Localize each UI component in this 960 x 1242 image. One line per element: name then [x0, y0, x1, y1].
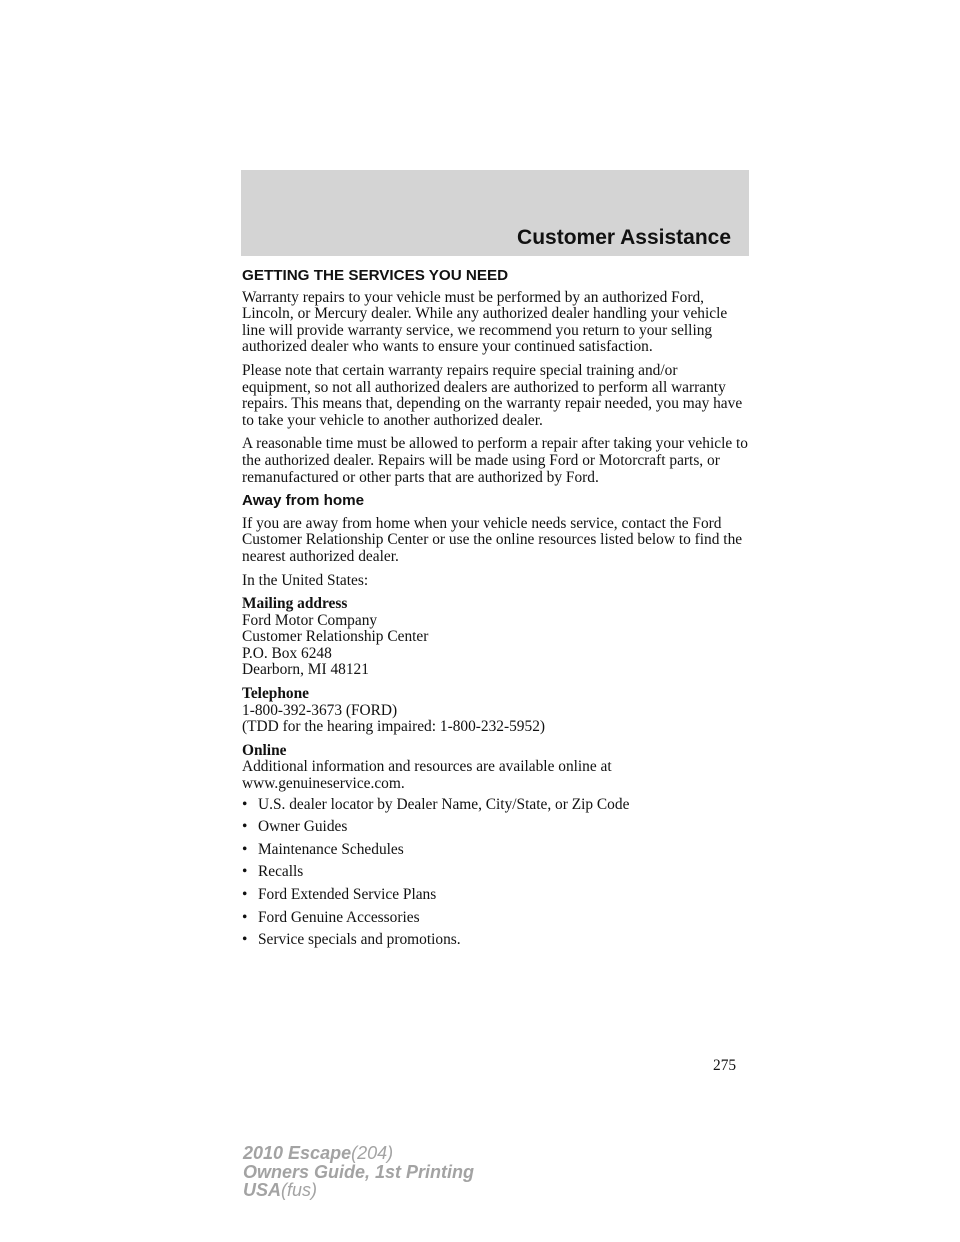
online-line: Additional information and resources are available online at	[242, 758, 612, 776]
print-footer	[243, 1144, 474, 1200]
section-header-band	[241, 170, 749, 256]
bullet-icon: •	[242, 886, 248, 903]
mailing-line: Dearborn, MI 48121	[242, 661, 369, 679]
away-intro: If you are away from home when your vehicle needs service, contact the Ford Customer Relationship Center or use the online resources listed below to find the nearest authorized dealer.	[242, 514, 743, 565]
telephone-block	[242, 686, 750, 736]
country-label: In the United States:	[242, 571, 369, 589]
mailing-address-label: Mailing address	[242, 595, 348, 613]
mailing-line: Ford Motor Company	[242, 611, 378, 629]
online-label: Online	[242, 741, 287, 759]
mailing-address-block	[242, 596, 750, 679]
list-item: • Maintenance Schedules	[242, 840, 404, 858]
list-item: • Owner Guides	[242, 818, 348, 836]
footer-guide: Owners Guide, 1st Printing	[243, 1161, 475, 1182]
away-from-home-heading: Away from home	[242, 492, 365, 510]
telephone-line: 1-800-392-3673 (FORD)	[242, 701, 398, 719]
page-number: 275	[713, 1057, 737, 1074]
bullet-icon: •	[242, 863, 248, 881]
telephone-line: (TDD for the hearing impaired: 1-800-232-5952)	[242, 718, 546, 736]
bullet-icon: •	[242, 818, 248, 836]
list-item: • Recalls	[242, 863, 304, 881]
footer-market-code: (fus)	[281, 1180, 318, 1200]
mailing-line: Customer Relationship Center	[242, 628, 429, 646]
online-resources-list	[242, 797, 750, 949]
mailing-line: P.O. Box 6248	[242, 644, 332, 662]
bullet-icon: •	[242, 795, 248, 813]
list-item: • U.S. dealer locator by Dealer Name, City/State, or Zip Code	[242, 795, 630, 813]
list-item: • Ford Genuine Accessories	[242, 908, 420, 926]
bullet-icon: •	[242, 931, 248, 949]
telephone-label: Telephone	[242, 685, 309, 703]
list-item: • Service specials and promotions.	[242, 931, 461, 949]
online-url: www.genuineservice.com.	[242, 775, 405, 793]
bullet-icon: •	[242, 840, 248, 858]
section-title: Customer Assistance	[517, 226, 731, 249]
bullet-icon: •	[242, 908, 248, 926]
footer-model-code: (204)	[351, 1143, 394, 1163]
page-heading: GETTING THE SERVICES YOU NEED	[242, 267, 509, 284]
footer-market: USA	[243, 1180, 282, 1200]
online-block	[242, 743, 750, 793]
page-content	[242, 268, 750, 955]
paragraph-special-training: Please note that certain warranty repairs require special training and/or equipment, so not all authorized dealers are authorized to perform all warranty repairs. This means that, depending on the warranty repair needed, you may have to take your vehicle to another authorized dealer.	[242, 361, 743, 429]
footer-model: 2010 Escape	[243, 1143, 352, 1163]
paragraph-warranty-repairs: Warranty repairs to your vehicle must be performed by an authorized Ford, Lincoln, or Mercury dealer. While any authorized dealer handling your vehicle line will provide warranty service, we recommend you return to your selling authorized dealer who wants to ensure your continued satisfaction.	[242, 288, 728, 356]
paragraph-reasonable-time: A reasonable time must be allowed to perform a repair after taking your vehicle to the authorized dealer. Repairs will be made using Ford or Motorcraft parts, or remanufactured or other parts that are authorized by Ford.	[242, 435, 748, 486]
list-item: • Ford Extended Service Plans	[242, 886, 437, 903]
